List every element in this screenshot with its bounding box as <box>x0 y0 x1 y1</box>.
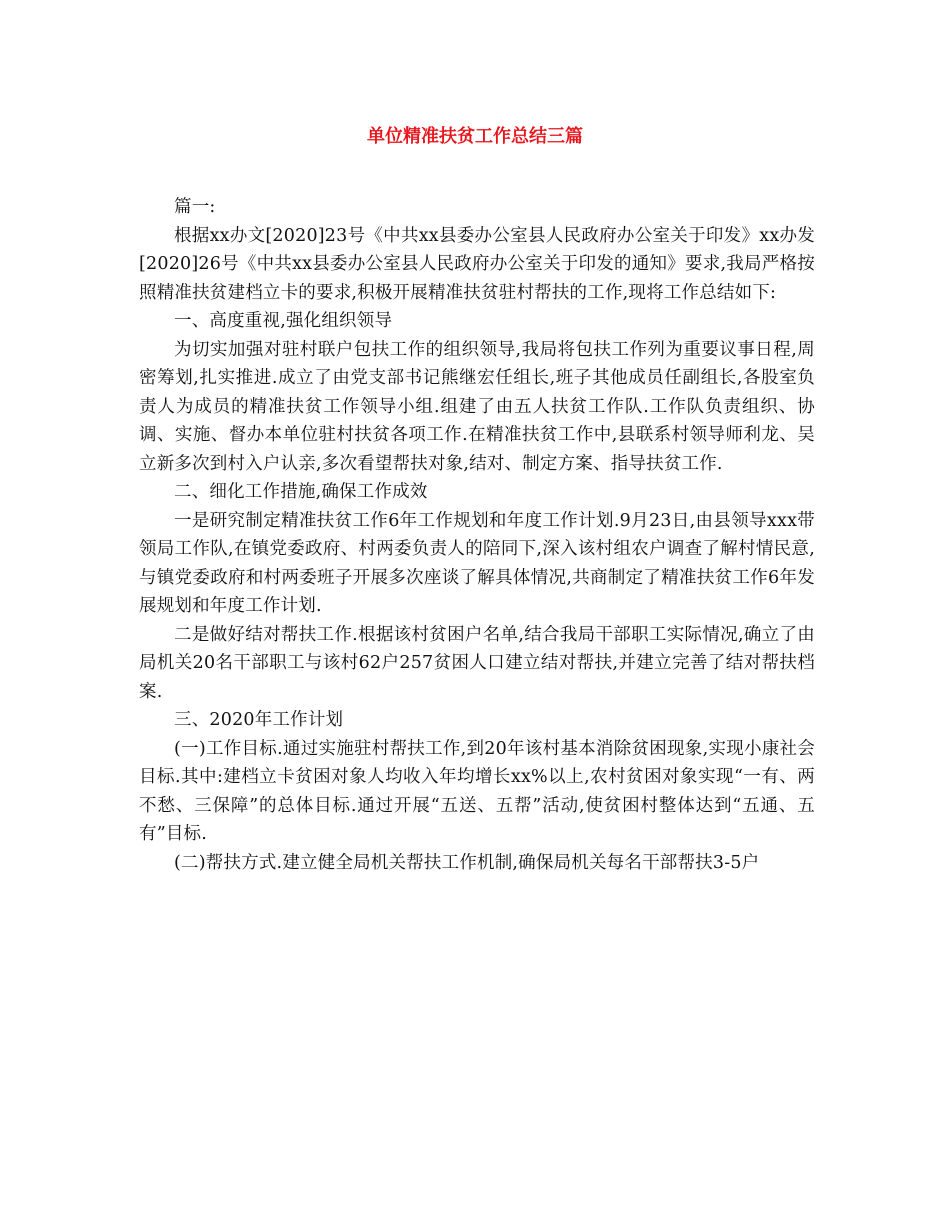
section-heading-1: 一、高度重视,强化组织领导 <box>174 311 393 331</box>
section-heading-part-one: 篇一: <box>174 197 216 217</box>
section-heading-2: 二、细化工作措施,确保工作成效 <box>174 482 428 502</box>
body-paragraph: (一)工作目标.通过实施驻村帮扶工作,到20年该村基本消除贫困现象,实现小康社会目标.其中:建档立卡贫困对象人均收入年均增长xx%以上,农村贫困对象实现“一有、两不愁、三保障”的总体目标.通过开展“五送、五帮”活动,使贫困村整体达到“五通、五有”目标. <box>139 738 815 844</box>
body-paragraph: (二)帮扶方式.建立健全局机关帮扶工作机制,确保局机关每名干部帮扶3-5户 <box>174 852 760 873</box>
intro-paragraph: 根据xx办文[2020]23号《中共xx县委办公室县人民政府办公室关于印发》xx办发[2020]26号《中共xx县委办公室县人民政府办公室关于印发的通知》要求,我局严格按照精准扶贫建档立卡的要求,积极开展精准扶贫驻村帮扶的工作,现将工作总结如下: <box>139 225 815 303</box>
section-heading-3: 三、2020年工作计划 <box>174 710 344 730</box>
body-paragraph: 为切实加强对驻村联户包扶工作的组织领导,我局将包扶工作列为重要议事日程,周密筹划,扎实推进.成立了由党支部书记熊继宏任组长,班子其他成员任副组长,各股室负责人为成员的精准扶贫工作领导小组.组建了由五人扶贫工作队.工作队负责组织、协调、实施、督办本单位驻村扶贫各项工作.在精准扶贫工作中,县联系村领导师利龙、吴立新多次到村入户认亲,多次看望帮扶对象,结对、制定方案、指导扶贫工作. <box>139 339 815 474</box>
document-body <box>139 193 815 877</box>
body-paragraph: 二是做好结对帮扶工作.根据该村贫困户名单,结合我局干部职工实际情况,确立了由局机关20名干部职工与该村62户257贫困人口建立结对帮扶,并建立完善了结对帮扶档案. <box>139 624 815 702</box>
body-paragraph: 一是研究制定精准扶贫工作6年工作规划和年度工作计划.9月23日,由县领导xxx带领局工作队,在镇党委政府、村两委负责人的陪同下,深入该村组农户调查了解村情民意,与镇党委政府和村两委班子开展多次座谈了解具体情况,共商制定了精准扶贫工作6年发展规划和年度工作计划. <box>139 510 815 616</box>
document-title: 单位精准扶贫工作总结三篇 <box>367 126 583 147</box>
